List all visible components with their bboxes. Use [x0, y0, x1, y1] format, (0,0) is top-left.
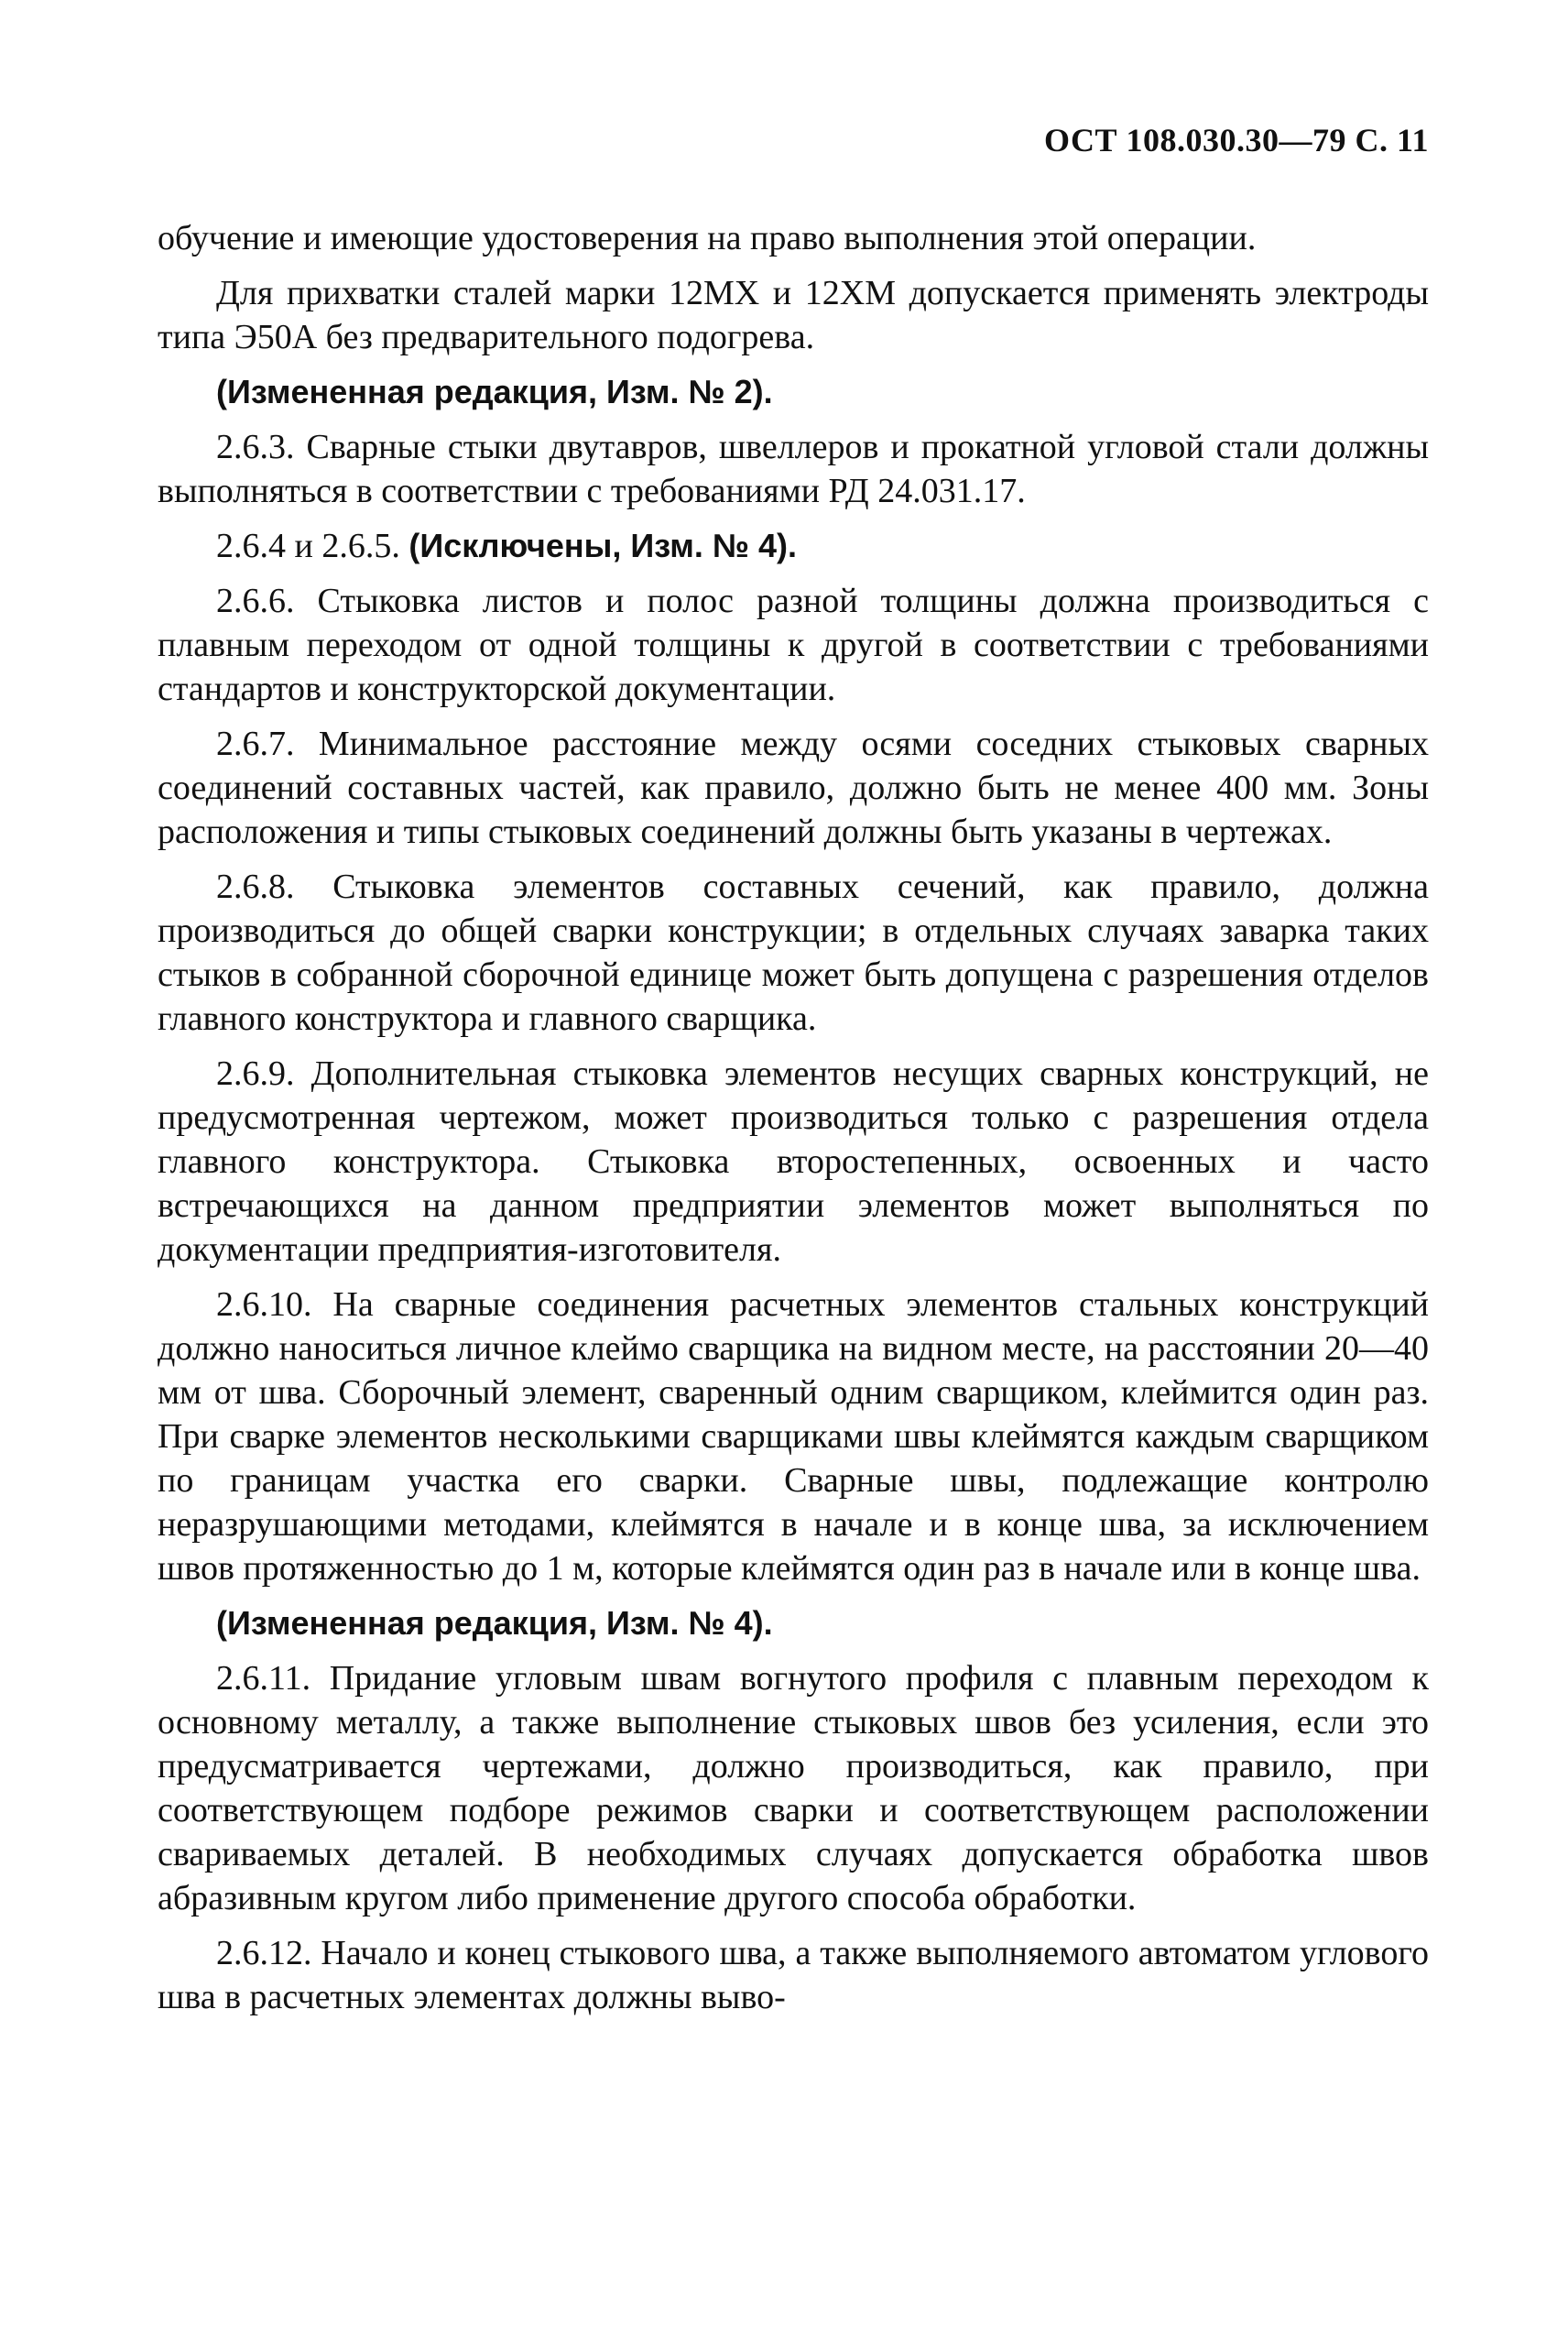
paragraph-2-6-11: 2.6.11. Придание угловым швам вогнутого профиля с плавным переходом к основному металлу, а также выполнение стыковых швов без усиления, если это предусматривается чертежами, должно производиться, как правило, при соответствующем подборе режимов сварки и соответствующем расположении свариваемых деталей. В необходимых случаях допускается обработка швов абразивным кругом либо применение другого способа обработки.	[158, 1659, 1429, 1917]
document-body	[158, 216, 1429, 2030]
paragraph-2-6-12: 2.6.12. Начало и конец стыкового шва, а также выполняемого автоматом углового шва в расчетных элементах должны выво-	[158, 1934, 1429, 2016]
paragraph-2-6-6: 2.6.6. Стыковка листов и полос разной толщины должна производиться с плавным переходом от одной толщины к другой в соответствии с требованиями стандартов и конструкторской документации.	[158, 582, 1429, 708]
amendment-excluded: (Исключены, Изм. № 4).	[408, 527, 797, 564]
paragraph-continuation: обучение и имеющие удостоверения на право выполнения этой операции.	[158, 219, 1257, 257]
paragraph-2-6-3: 2.6.3. Сварные стыки двутавров, швеллеров и прокатной угловой стали должны выполняться в соответствии с требованиями РД 24.031.17.	[158, 428, 1429, 510]
paragraph-2-6-9: 2.6.9. Дополнительная стыковка элементов несущих сварных конструкций, не предусмотренная чертежом, может производиться только с разрешения отдела главного конструктора. Стыковка второстепенных, освоенных и часто встречающихся на данном предприятии элементов может выполняться по документации предприятия-изготовителя.	[158, 1054, 1429, 1269]
clause-number: 2.6.4 и 2.6.5.	[216, 527, 400, 565]
paragraph-2-6-7: 2.6.7. Минимальное расстояние между осями соседних стыковых сварных соединений составных частей, как правило, должно быть не менее 400 мм. Зоны расположения и типы стыковых соединений должны быть указаны в чертежах.	[158, 725, 1429, 851]
paragraph-2-6-10: 2.6.10. На сварные соединения расчетных элементов стальных конструкций должно наноситься личное клеймо сварщика на видном месте, на расстоянии 20—40 мм от шва. Сборочный элемент, сваренный одним сварщиком, клеймится один раз. При сварке элементов несколькими сварщиками швы клеймятся каждым сварщиком по границам участка его сварки. Сварные швы, подлежащие контролю неразрушающими методами, клеймятся в начале и в конце шва, за исключением швов протяженностью до 1 м, которые клеймятся один раз в начале или в конце шва.	[158, 1285, 1429, 1588]
paragraph-2-6-4-2-6-5	[158, 524, 1429, 568]
amendment-note-1: (Измененная редакция, Изм. № 2).	[216, 373, 773, 410]
paragraph-prihvatka: Для прихватки сталей марки 12МХ и 12ХМ допускается применять электроды типа Э50А без предварительного подогрева.	[158, 274, 1429, 356]
amendment-note-2: (Измененная редакция, Изм. № 4).	[216, 1604, 773, 1642]
paragraph-2-6-8: 2.6.8. Стыковка элементов составных сечений, как правило, должна производиться до общей сварки конструкции; в отдельных случаях заварка таких стыков в собранной сборочной единице может быть допущена с разрешения отделов главного конструктора и главного сварщика.	[158, 868, 1429, 1038]
page-header: ОСТ 108.030.30—79 С. 11	[1044, 122, 1429, 158]
